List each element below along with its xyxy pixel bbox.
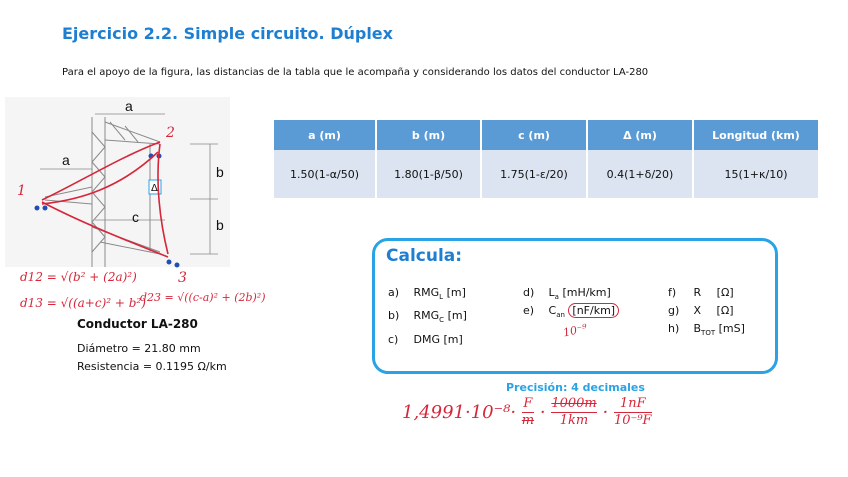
label-delta: Δ — [151, 183, 158, 194]
label-b-top: b — [216, 164, 224, 180]
header-c: c (m) — [482, 120, 586, 150]
table-header-row — [274, 120, 818, 150]
hw-coefficient: 1,4991·10⁻⁸· — [402, 402, 517, 423]
table-row — [274, 150, 818, 198]
precision-note: Precisión: 4 decimales — [506, 381, 645, 394]
formula-d13: d13 = √((a+c)² + b²) — [20, 296, 146, 310]
item-can: e) $C_{an}$ [nF/km] — [523, 304, 619, 319]
label-a-mid: a — [62, 152, 70, 168]
distances-table — [272, 120, 820, 198]
hw-frac2-den: 1km — [559, 413, 589, 428]
node-1: 1 — [17, 183, 26, 199]
hw-frac3-num: 1nF — [614, 396, 652, 413]
header-longitud: Longitud (km) — [694, 120, 818, 150]
cell-longitud: 15(1+κ/10) — [694, 150, 818, 198]
item-x: g) X [Ω] — [668, 304, 734, 317]
label-a-top: a — [125, 98, 133, 114]
conductor-diameter: Diámetro = 21.80 mm — [77, 342, 201, 355]
cell-delta: 0.4(1+δ/20) — [588, 150, 692, 198]
item-btot: h) $B_{TOT}$ [mS] — [668, 322, 745, 338]
cell-b: 1.80(1-β/50) — [377, 150, 480, 198]
node-3: 3 — [178, 270, 187, 286]
exercise-title: Ejercicio 2.2. Simple circuito. Dúplex — [62, 24, 393, 43]
header-b: b (m) — [377, 120, 480, 150]
handwritten-conversion: 1,4991·10⁻⁸· $\frac{F}{m}$ · $\frac{1000m}{1km}$ · $\frac{1nF}{\text{10⁻⁹F}}$ — [402, 396, 652, 428]
header-delta: Δ (m) — [588, 120, 692, 150]
exercise-statement: Para el apoyo de la figura, las distancias de la tabla que le acompaña y considerando los datos del conductor LA-280 — [62, 67, 649, 78]
hw-frac2-num: 1000m — [551, 396, 597, 411]
hw-frac1-den: m — [521, 413, 535, 428]
item-rmgc: b) $RMG_C$ [m] — [388, 309, 467, 325]
calcula-title: Calcula: — [386, 246, 463, 266]
item-la: d) $L_a$ [mH/km] — [523, 286, 611, 302]
item-dmg: c) DMG [m] — [388, 333, 463, 346]
formula-d12: d12 = √(b² + (2a)²) — [20, 270, 137, 284]
label-b-bottom: b — [216, 217, 224, 233]
hw-frac1-num: F — [523, 396, 533, 411]
label-c: c — [132, 209, 139, 225]
item-rmgl: a) $RMG_L$ [m] — [388, 286, 466, 302]
cell-c: 1.75(1-ε/20) — [482, 150, 586, 198]
cell-a: 1.50(1-α/50) — [274, 150, 375, 198]
handwritten-1e-9-note: 10⁻⁹ — [561, 321, 589, 340]
node-2: 2 — [166, 125, 175, 141]
formula-d23: d23 = √((c-a)² + (2b)²) — [140, 291, 266, 304]
conductor-resistance: Resistencia = 0.1195 Ω/km — [77, 360, 227, 373]
item-r: f) R [Ω] — [668, 286, 734, 299]
header-a: a (m) — [274, 120, 375, 150]
conductor-title: Conductor LA-280 — [77, 317, 198, 331]
hw-frac3-den: 10⁻⁹F — [613, 413, 652, 428]
